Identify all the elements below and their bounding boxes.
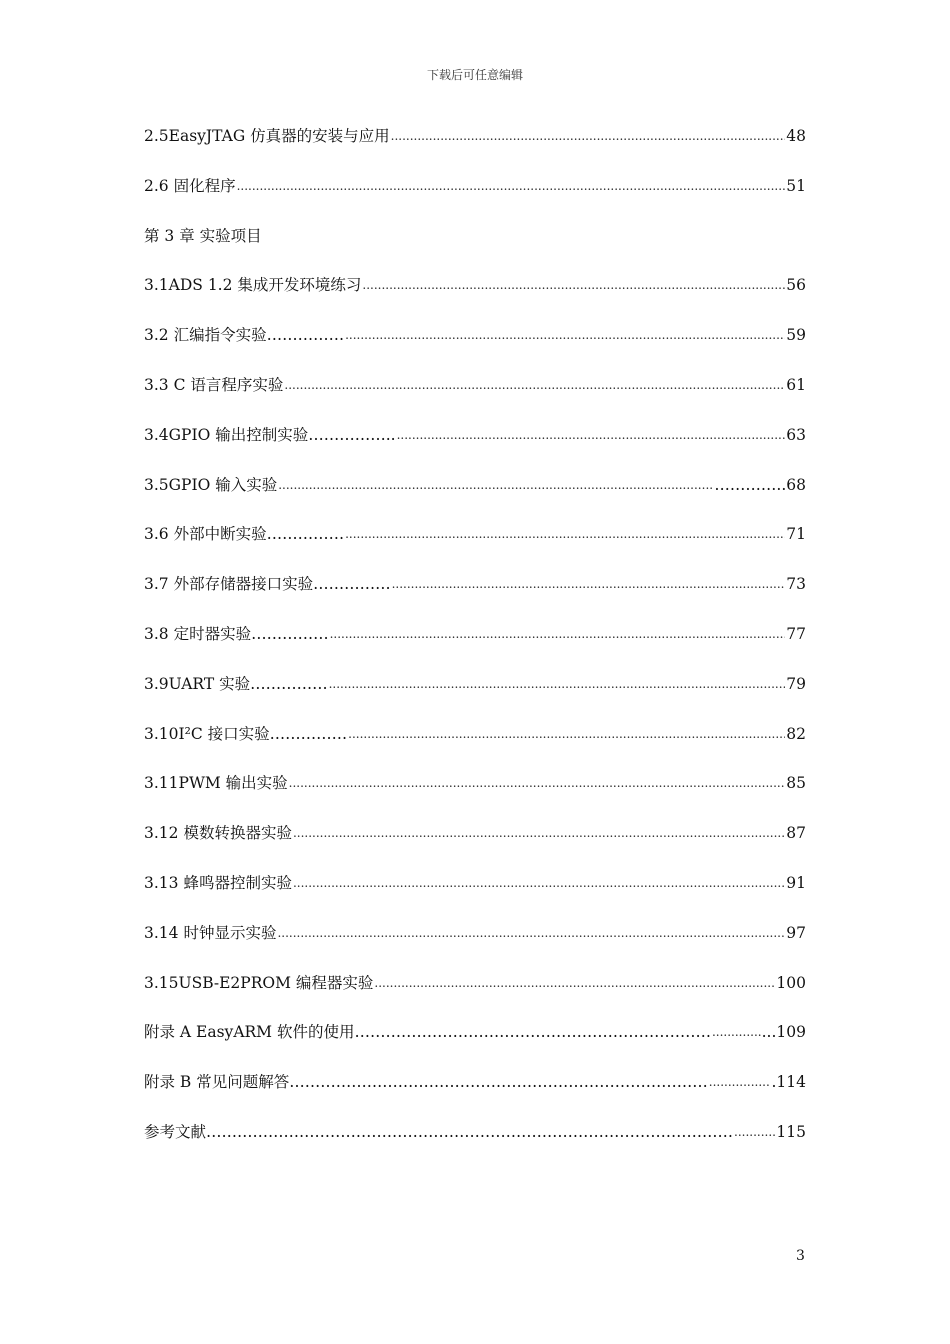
toc-entry-page: 77 [786, 624, 806, 643]
toc-entry-page: 73 [786, 575, 806, 594]
toc-entry-title: 附录 B 常见问题解答……………………………………………………………………… [144, 1073, 708, 1092]
toc-entry-page: .114 [771, 1073, 806, 1092]
table-of-contents [144, 124, 806, 1170]
toc-entry-page: 100 [776, 973, 806, 992]
toc-entry-page: 56 [786, 276, 806, 295]
toc-entry[interactable] [144, 174, 806, 224]
toc-entry-title: 3.6 外部中断实验…………… [144, 525, 345, 544]
toc-dot-leader [277, 921, 785, 945]
toc-entry[interactable] [144, 323, 806, 373]
page-header: 下载后可任意编辑 [426, 68, 523, 82]
toc-dot-leader [237, 174, 786, 198]
toc-entry-title: 附录 A EasyARM 软件的使用…………………………………………………………… [144, 1023, 711, 1042]
toc-entry-title: 3.1ADS 1.2 集成开发环境练习 [144, 276, 362, 295]
toc-dot-leader [284, 373, 785, 397]
toc-entry-title: 3.15USB-E2PROM 编程器实验 [144, 973, 374, 992]
toc-entry-title: 3.3 C 语言程序实验 [144, 375, 284, 394]
toc-dot-leader [329, 672, 786, 696]
toc-entry[interactable] [144, 1020, 806, 1070]
toc-entry-page: …………..68 [714, 475, 806, 494]
toc-entry-title: 3.10I²C 接口实验…………… [144, 724, 348, 743]
toc-entry-title: 3.11PWM 输出实验 [144, 774, 288, 793]
toc-entry-title: 参考文献………………………………………………………………………………………… [144, 1122, 734, 1141]
toc-entry[interactable] [144, 373, 806, 423]
toc-entry-page: 51 [786, 176, 806, 195]
toc-entry-title: 3.14 时钟显示实验 [144, 923, 277, 942]
toc-entry-page: 71 [786, 525, 806, 544]
toc-dot-leader [362, 273, 785, 297]
toc-dot-leader [392, 572, 786, 596]
toc-dot-leader [293, 821, 785, 845]
toc-entry[interactable] [144, 622, 806, 672]
toc-entry[interactable] [144, 971, 806, 1021]
toc-entry-page: 79 [786, 674, 806, 693]
toc-entry[interactable] [144, 771, 806, 821]
toc-chapter-heading[interactable] [144, 224, 806, 274]
toc-dot-leader [293, 871, 785, 895]
toc-entry[interactable] [144, 273, 806, 323]
toc-entry[interactable] [144, 423, 806, 473]
toc-dot-leader [397, 423, 786, 447]
toc-entry-title: 3.13 蜂鸣器控制实验 [144, 873, 292, 892]
toc-dot-leader [712, 1020, 761, 1044]
toc-dot-leader [734, 1120, 775, 1144]
toc-entry[interactable] [144, 1070, 806, 1120]
toc-entry-page: 85 [786, 774, 806, 793]
toc-entry[interactable] [144, 572, 806, 622]
toc-dot-leader [348, 722, 785, 746]
toc-dot-leader [374, 971, 775, 995]
toc-dot-leader [330, 622, 786, 646]
toc-entry[interactable] [144, 522, 806, 572]
toc-entry-page: 97 [786, 923, 806, 942]
toc-dot-leader [345, 323, 785, 347]
toc-entry-title: 3.5GPIO 输入实验 [144, 475, 278, 494]
toc-entry-page: 115 [776, 1122, 806, 1141]
toc-entry[interactable] [144, 921, 806, 971]
toc-entry-title: 3.9UART 实验…………… [144, 674, 328, 693]
toc-entry-title: 3.4GPIO 输出控制实验…………….. [144, 425, 396, 444]
toc-entry-page: 91 [786, 873, 806, 892]
toc-entry-page: 87 [786, 824, 806, 843]
toc-entry-page: 82 [786, 724, 806, 743]
toc-entry-page: 48 [786, 127, 806, 145]
toc-entry[interactable] [144, 722, 806, 772]
toc-entry[interactable] [144, 821, 806, 871]
toc-entry-title: 3.2 汇编指令实验…………… [144, 326, 345, 345]
toc-dot-leader [391, 124, 786, 148]
toc-entry-title: 第 3 章 实验项目 [144, 226, 262, 245]
toc-dot-leader [345, 522, 785, 546]
toc-entry-page: 61 [786, 375, 806, 394]
toc-entry[interactable] [144, 1120, 806, 1170]
toc-entry-title: 3.8 定时器实验…………… [144, 624, 329, 643]
toc-dot-leader [289, 771, 786, 795]
toc-entry-title: 3.12 模数转换器实验 [144, 824, 292, 843]
toc-entry[interactable] [144, 672, 806, 722]
toc-entry-title: 2.6 固化程序 [144, 176, 236, 195]
toc-entry-title: 2.5EasyJTAG 仿真器的安装与应用 [144, 127, 390, 145]
toc-dot-leader [709, 1070, 771, 1094]
toc-entry-page: 63 [786, 425, 806, 444]
page-number: 3 [796, 1248, 805, 1264]
toc-entry[interactable] [144, 871, 806, 921]
toc-dot-leader [278, 473, 713, 497]
toc-entry-page: 59 [786, 326, 806, 345]
toc-entry[interactable] [144, 473, 806, 523]
toc-entry-title: 3.7 外部存储器接口实验…………… [144, 575, 391, 594]
toc-entry-page: ...109 [761, 1023, 806, 1042]
toc-entry[interactable] [144, 124, 806, 174]
